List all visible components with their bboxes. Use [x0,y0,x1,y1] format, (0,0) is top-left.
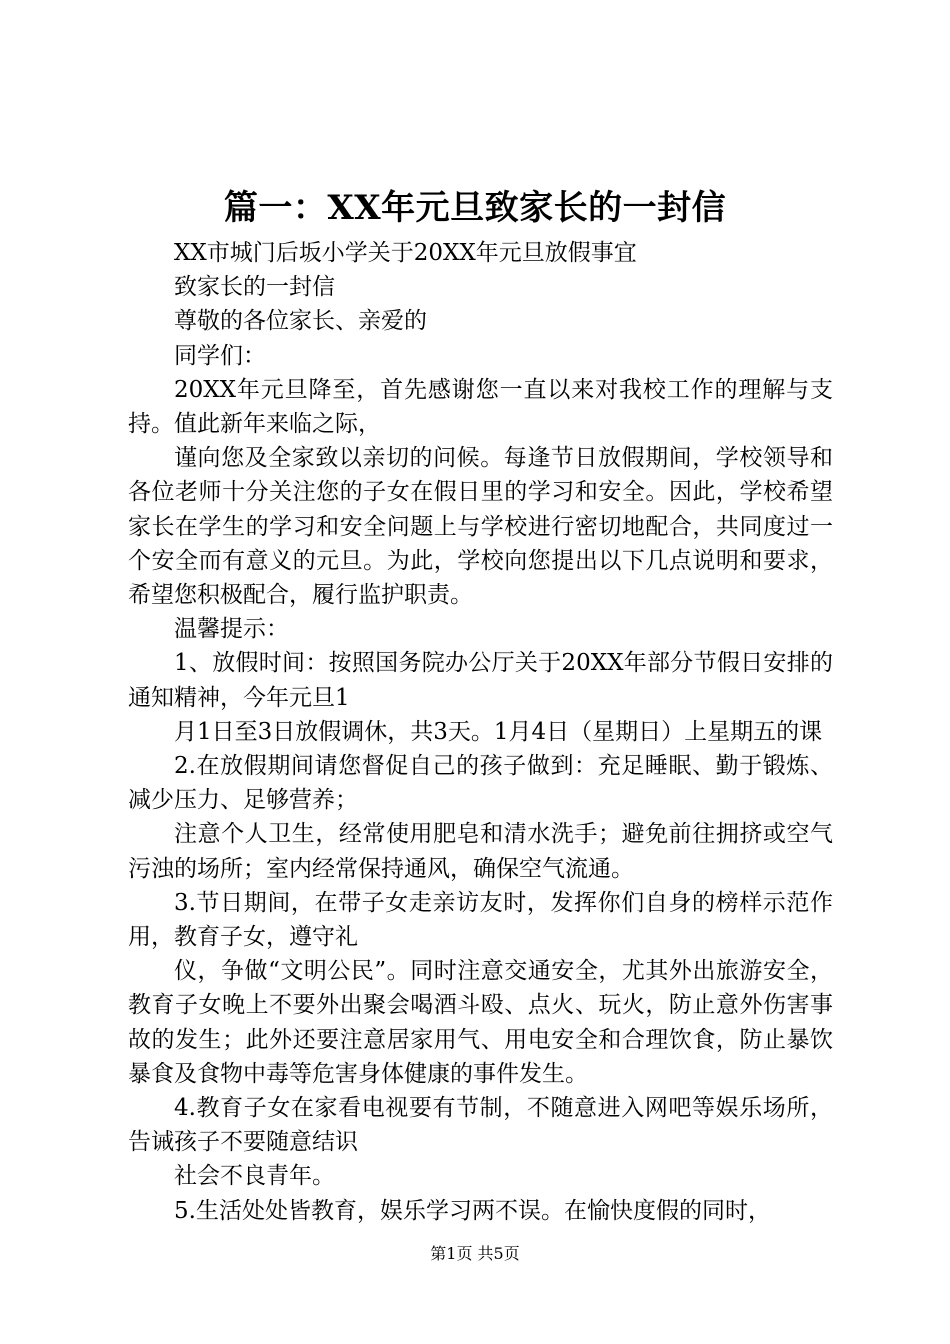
paragraph: 20XX年元旦降至，首先感谢您一直以来对我校工作的理解与支持。值此新年来临之际， [128,376,833,438]
paragraph: 致家长的一封信 [174,274,335,301]
document-title: 篇一：XX年元旦致家长的一封信 [223,188,727,228]
paragraph: XX市城门后坂小学关于20XX年元旦放假事宜 [174,240,637,266]
paragraph: 1、放假时间：按照国务院办公厅关于20XX年部分节假日安排的通知精神，今年元旦1 [128,650,833,711]
paragraph: 社会不良青年。 [174,1163,335,1190]
paragraph: 月1日至3日放假调休，共3天。1月4日（星期日）上星期五的课 [174,718,823,745]
paragraph: 温馨提示： [174,616,289,643]
paragraph: 2.在放假期间请您督促自己的孩子做到：充足睡眠、勤于锻炼、减少压力、足够营养； [128,753,833,814]
paragraph: 5.生活处处皆教育，娱乐学习两不误。在愉快度假的同时， [174,1197,771,1224]
paragraph: 谨向您及全家致以亲切的问候。每逢节日放假期间，学校领导和各位老师十分关注您的子女在假日里的学习和安全。因此，学校希望家长在学生的学习和安全问题上与学校进行密切地配合，共同度过一个安全而有意义的元旦。为此，学校向您提出以下几点说明和要求，希望您积极配合，履行监护职责。 [128,445,833,609]
paragraph: 3.节日期间，在带子女走亲访友时，发挥你们自身的榜样示范作用，教育子女，遵守礼 [128,889,833,951]
paragraph: 仪，争做“文明公民”。同时注意交通安全，尤其外出旅游安全，教育子女晚上不要外出聚会喝酒斗殴、点火、玩火，防止意外伤害事故的发生；此外还要注意居家用气、用电安全和合理饮食，防止暴饮暴食及食物中毒等危害身体健康的事件发生。 [128,958,833,1087]
paragraph: 注意个人卫生，经常使用肥皂和清水洗手；避免前往拥挤或空气污浊的场所；室内经常保持通风，确保空气流通。 [128,821,833,882]
paragraph: 同学们： [174,342,266,369]
page-number-footer: 第1页 共5页 [430,1244,520,1263]
document-body [128,236,833,1228]
paragraph: 尊敬的各位家长、亲爱的 [174,308,427,335]
paragraph: 4.教育子女在家看电视要有节制，不随意进入网吧等娱乐场所，告诫孩子不要随意结识 [128,1095,833,1156]
